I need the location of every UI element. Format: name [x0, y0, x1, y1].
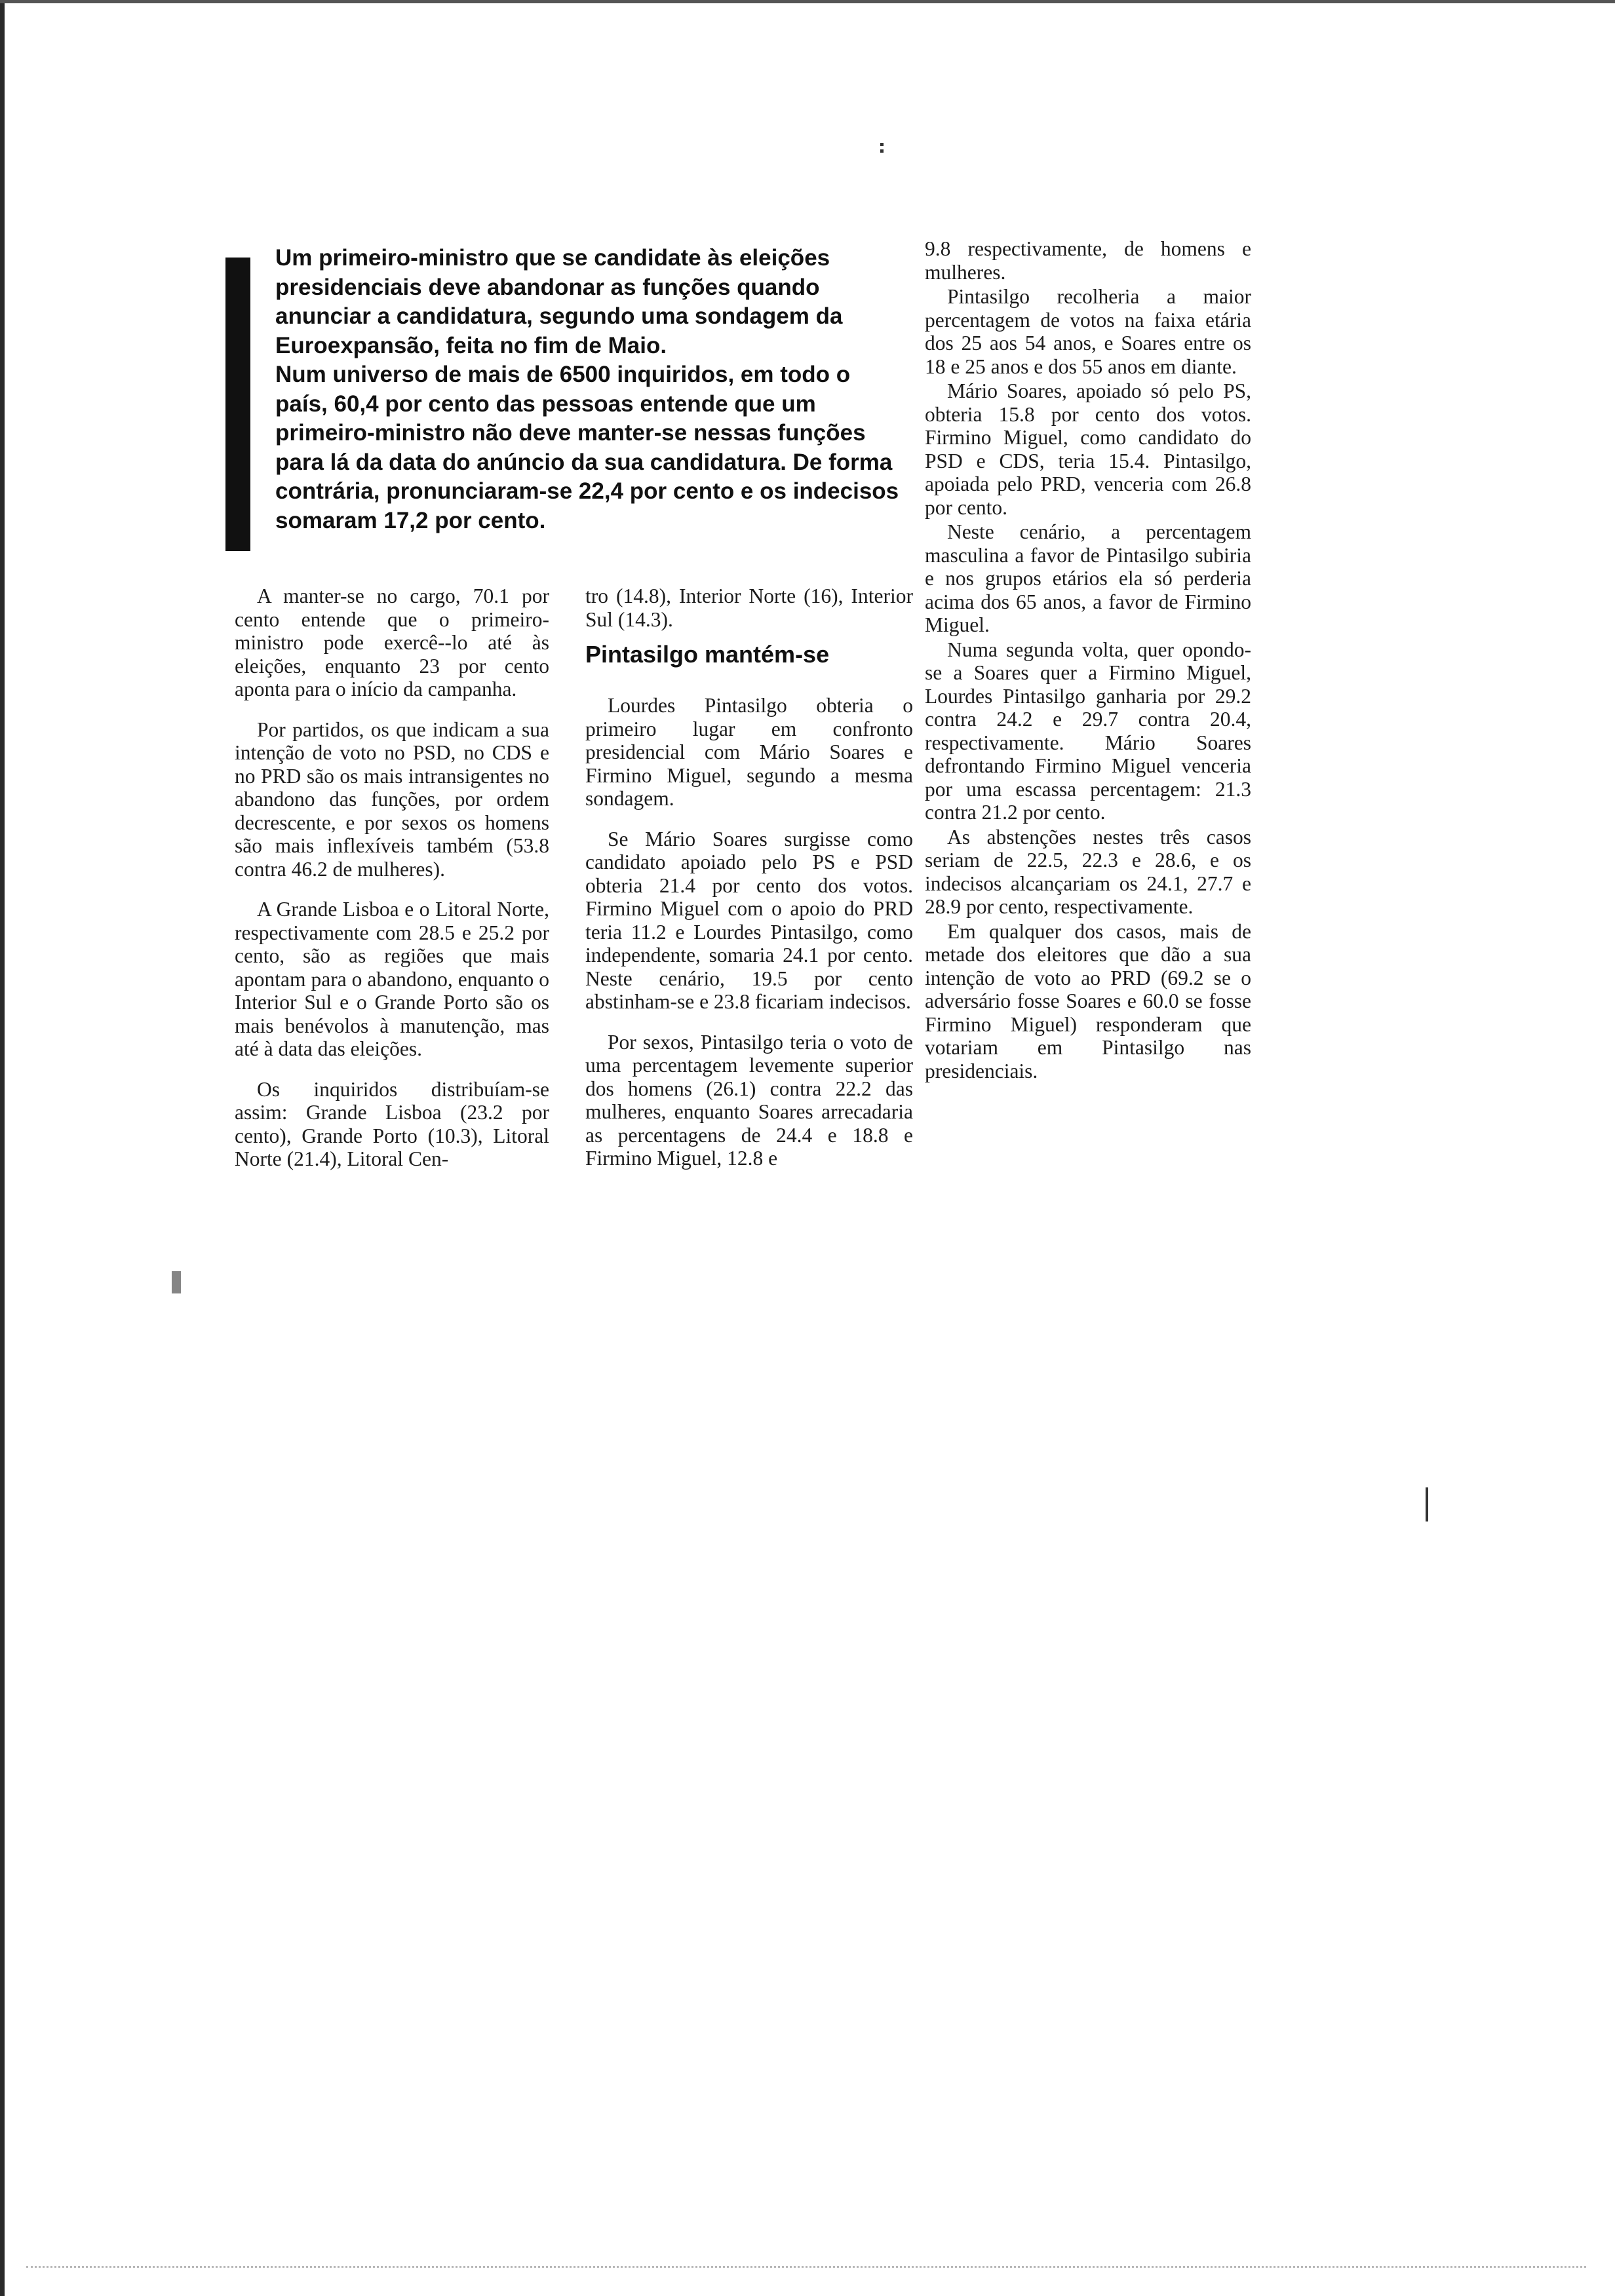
article-column-2	[585, 584, 913, 1187]
lead-paragraph: Um primeiro-ministro que se candidate às eleições presidenciais deve abandonar as funções quando anunciar a candidatura, segundo uma sondagem da Euroexpansão, feita no fim de Maio.	[275, 245, 843, 358]
scan-noise-bottom	[26, 2266, 1586, 2270]
body-paragraph-continued: tro (14.8), Interior Norte (16), Interior Sul (14.3).	[585, 584, 913, 631]
body-paragraph: Neste cenário, a percentagem masculina a favor de Pintasilgo subiria e nos grupos etários ela só perderia acima dos 65 anos, a favor de Firmino Miguel.	[925, 520, 1251, 636]
body-paragraph: Por partidos, os que indicam a sua intenção de voto no PSD, no CDS e no PRD são os mais intransigentes no abandono das funções, por ordem decrescente, e por sexos os homens são mais inflexíveis também (53.8 contra 46.2 de mulheres).	[235, 718, 549, 881]
scan-speck	[880, 149, 884, 153]
scan-speck	[880, 143, 884, 146]
scan-speck	[1426, 1487, 1428, 1521]
body-paragraph: Em qualquer dos casos, mais de metade dos eleitores que dão a sua intenção de voto ao PRD (69.2 se o adversário fosse Soares e 60.0 se fosse Firmino Miguel) responderam que votariam em Pintasilgo nas presidenciais.	[925, 919, 1251, 1082]
body-paragraph: Lourdes Pintasilgo obteria o primeiro lugar em confronto presidencial com Mário Soares e Firmino Miguel, segundo a mesma sondagem.	[585, 694, 913, 810]
section-subheading: Pintasilgo mantém-se	[585, 641, 830, 668]
scan-border-top	[0, 0, 1615, 3]
lead-paragraph: Num universo de mais de 6500 inquiridos, em todo o país, 60,4 por cento das pessoas entende que um primeiro-ministro não deve manter-se nessas funções para lá da data do anúncio da sua candidatura. De forma contrária, pronunciaram-se 22,4 por cento e os indecisos somaram 17,2 por cento.	[275, 362, 899, 533]
body-paragraph: Por sexos, Pintasilgo teria o voto de uma percentagem levemente superior dos homens (26.1) contra 22.2 das mulheres, enquanto Soares arrecadaria as percentagens de 24.4 e 18.8 e Firmino Miguel, 12.8 e	[585, 1030, 913, 1170]
body-paragraph: A manter-se no cargo, 70.1 por cento entende que o primeiro-ministro pode exercê--lo até às eleições, enquanto 23 por cento aponta para o início da campanha.	[235, 584, 549, 700]
body-paragraph-continued: 9.8 respectivamente, de homens e mulheres.	[925, 237, 1251, 284]
article-column-3	[925, 237, 1251, 1084]
lead-marker-bar	[225, 258, 250, 551]
article-column-1	[235, 584, 549, 1188]
body-paragraph: Pintasilgo recolheria a maior percentagem de votos na faixa etária dos 25 aos 54 anos, e Soares entre os 18 e 25 anos e dos 55 anos em diante.	[925, 285, 1251, 378]
body-paragraph: Numa segunda volta, quer opondo-se a Soares quer a Firmino Miguel, Lourdes Pintasilgo ganharia por 29.2 contra 24.2 e 29.7 contra 20.4, respectivamente. Mário Soares defrontando Firmino Miguel venceria por uma escassa percentagem: 21.3 contra 21.2 por cento.	[925, 638, 1251, 824]
body-paragraph: Se Mário Soares surgisse como candidato apoiado pelo PS e PSD obteria 21.4 por cento dos votos. Firmino Miguel com o apoio do PRD teria 11.2 e Lourdes Pintasilgo, como independente, somaria 24.1 por cento. Neste cenário, 19.5 por cento abstinham-se e 23.8 ficariam indecisos.	[585, 827, 913, 1013]
scan-border-left	[0, 0, 5, 2296]
article-lead	[275, 244, 905, 535]
scan-speck	[172, 1271, 181, 1293]
body-paragraph: As abstenções nestes três casos seriam de 22.5, 22.3 e 28.6, e os indecisos alcançariam os 24.1, 27.7 e 28.9 por cento, respectivamente.	[925, 825, 1251, 918]
body-paragraph: Mário Soares, apoiado só pelo PS, obteria 15.8 por cento dos votos. Firmino Miguel, como candidato do PSD e CDS, teria 15.4. Pintasilgo, apoiada pelo PRD, venceria com 26.8 por cento.	[925, 379, 1251, 519]
body-paragraph: Os inquiridos distribuíam-se assim: Grande Lisboa (23.2 por cento), Grande Porto (10.3), Litoral Norte (21.4), Litoral Cen-	[235, 1077, 549, 1170]
body-paragraph: A Grande Lisboa e o Litoral Norte, respectivamente com 28.5 e 25.2 por cento, são as regiões que mais apontam para o abandono, enquanto o Interior Sul e o Grande Porto são os mais benévolos à manutenção, mas até à data das eleições.	[235, 898, 549, 1060]
